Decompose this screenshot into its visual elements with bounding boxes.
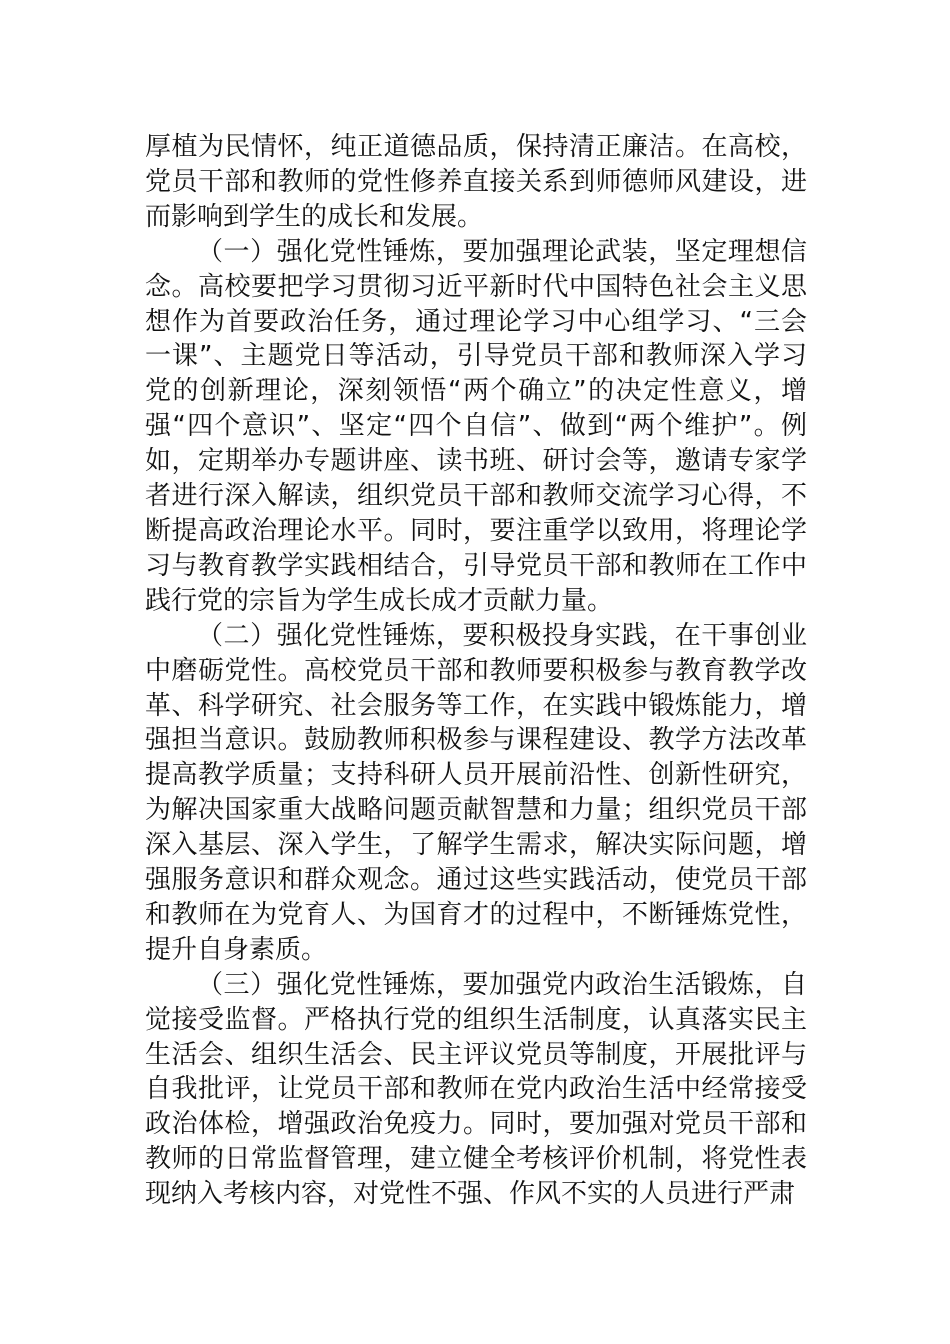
paragraph-political-life: （三）强化党性锤炼，要加强党内政治生活锻炼，自觉接受监督。严格执行党的组织生活制度，认真落实民主生活会、组织生活会、民主评议党员等制度，开展批评与自我批评，让党员干部和教师在党内政治生活中经常接受政治体检，增强政治免疫力。同时，要加强对党员干部和教师的日常监督管理，建立健全考核评价机制，将党性表现纳入考核内容，对党性不强、作风不实的人员进行严肃 <box>145 969 807 1210</box>
document-body <box>145 130 807 1212</box>
paragraph-practice: （二）强化党性锤炼，要积极投身实践，在干事创业中磨砺党性。高校党员干部和教师要积极参与教育教学改革、科学研究、社会服务等工作，在实践中锻炼能力，增强担当意识。鼓励教师积极参与课程建设、教学方法改革提高教学质量；支持科研人员开展前沿性、创新性研究，为解决国家重大战略问题贡献智慧和力量；组织党员干部深入基层、深入学生，了解学生需求，解决实际问题，增强服务意识和群众观念。通过这些实践活动，使党员干部和教师在为党育人、为国育才的过程中，不断锤炼党性，提升自身素质。 <box>145 620 807 965</box>
paragraph-continuation: 厚植为民情怀，纯正道德品质，保持清正廉洁。在高校，党员干部和教师的党性修养直接关系到师德师风建设，进而影响到学生的成长和发展。 <box>145 132 807 232</box>
paragraph-theory-study: （一）强化党性锤炼，要加强理论武装，坚定理想信念。高校要把学习贯彻习近平新时代中国特色社会主义思想作为首要政治任务，通过理论学习中心组学习、“三会一课”、主题党日等活动，引导党员干部和教师深入学习党的创新理论，深刻领悟“两个确立”的决定性意义，增强“四个意识”、坚定“四个自信”、做到“两个维护”。例如，定期举办专题讲座、读书班、研讨会等，邀请专家学者进行深入解读，组织党员干部和教师交流学习心得，不断提高政治理论水平。同时，要注重学以致用，将理论学习与教育教学实践相结合，引导党员干部和教师在工作中践行党的宗旨为学生成长成才贡献力量。 <box>145 236 807 616</box>
